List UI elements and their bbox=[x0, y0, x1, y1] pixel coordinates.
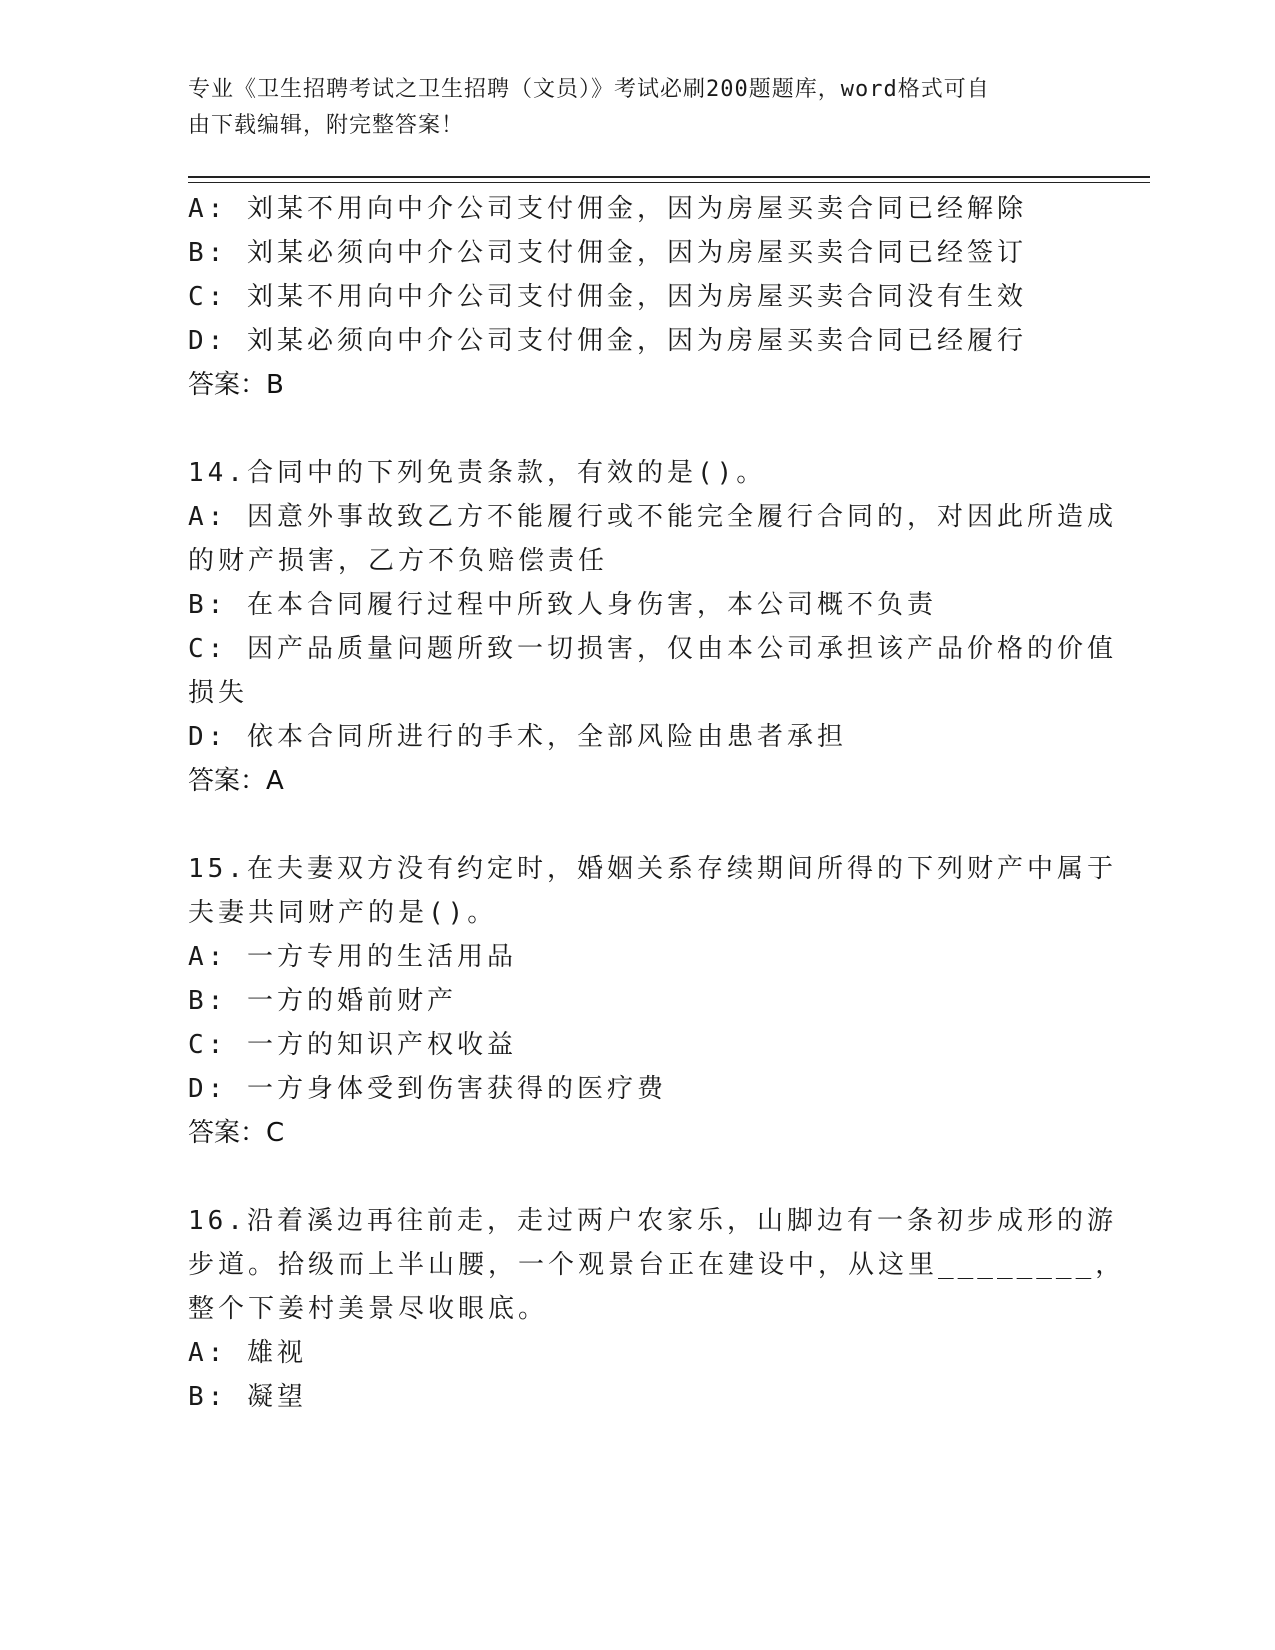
q14-answer: 答案：A bbox=[188, 766, 284, 796]
header-line-1: 专业《卫生招聘考试之卫生招聘（文员）》考试必刷200题题库，word格式可自 bbox=[188, 77, 990, 102]
q14-option-a-line-1: A: 因意外事故致乙方不能履行或不能完全履行合同的，对因此所造成 bbox=[188, 502, 1117, 532]
q15-option-c: C: 一方的知识产权收益 bbox=[188, 1030, 517, 1060]
q14-option-c-line-2: 损失 bbox=[188, 678, 249, 708]
q14-option-d: D: 依本合同所进行的手术，全部风险由患者承担 bbox=[188, 722, 847, 752]
q15-option-d: D: 一方身体受到伤害获得的医疗费 bbox=[188, 1074, 667, 1104]
q15-answer: 答案：C bbox=[188, 1118, 285, 1148]
q16-stem-line-2: 步道。拾级而上半山腰，一个观景台正在建设中，从这里________， bbox=[188, 1250, 1126, 1280]
q14-option-b: B: 在本合同履行过程中所致人身伤害，本公司概不负责 bbox=[188, 590, 937, 620]
q13-answer: 答案：B bbox=[188, 370, 284, 400]
q16-stem-line-1: 16.沿着溪边再往前走，走过两户农家乐，山脚边有一条初步成形的游 bbox=[188, 1206, 1117, 1236]
q16-stem-line-3: 整个下姜村美景尽收眼底。 bbox=[188, 1294, 549, 1324]
header-rule-thick bbox=[188, 176, 1150, 178]
q14-option-a-line-2: 的财产损害，乙方不负赔偿责任 bbox=[188, 546, 609, 576]
q13-option-b: B: 刘某必须向中介公司支付佣金，因为房屋买卖合同已经签订 bbox=[188, 238, 1027, 268]
q13-option-c: C: 刘某不用向中介公司支付佣金，因为房屋买卖合同没有生效 bbox=[188, 282, 1027, 312]
header-line-2: 由下载编辑，附完整答案！ bbox=[188, 113, 465, 138]
q14-stem: 14.合同中的下列免责条款，有效的是()。 bbox=[188, 458, 767, 488]
q13-option-d: D: 刘某必须向中介公司支付佣金，因为房屋买卖合同已经履行 bbox=[188, 326, 1027, 356]
q15-stem-line-1: 15.在夫妻双方没有约定时，婚姻关系存续期间所得的下列财产中属于 bbox=[188, 854, 1117, 884]
header-rule-thin bbox=[188, 182, 1150, 183]
document-header bbox=[188, 72, 1068, 144]
q15-option-b: B: 一方的婚前财产 bbox=[188, 986, 457, 1016]
q14-option-c-line-1: C: 因产品质量问题所致一切损害，仅由本公司承担该产品价格的价值 bbox=[188, 634, 1117, 664]
q13-option-a: A: 刘某不用向中介公司支付佣金，因为房屋买卖合同已经解除 bbox=[188, 194, 1027, 224]
q15-option-a: A: 一方专用的生活用品 bbox=[188, 942, 517, 972]
q16-option-b: B: 凝望 bbox=[188, 1382, 307, 1412]
q15-stem-line-2: 夫妻共同财产的是()。 bbox=[188, 898, 498, 928]
q16-option-a: A: 雄视 bbox=[188, 1338, 307, 1368]
